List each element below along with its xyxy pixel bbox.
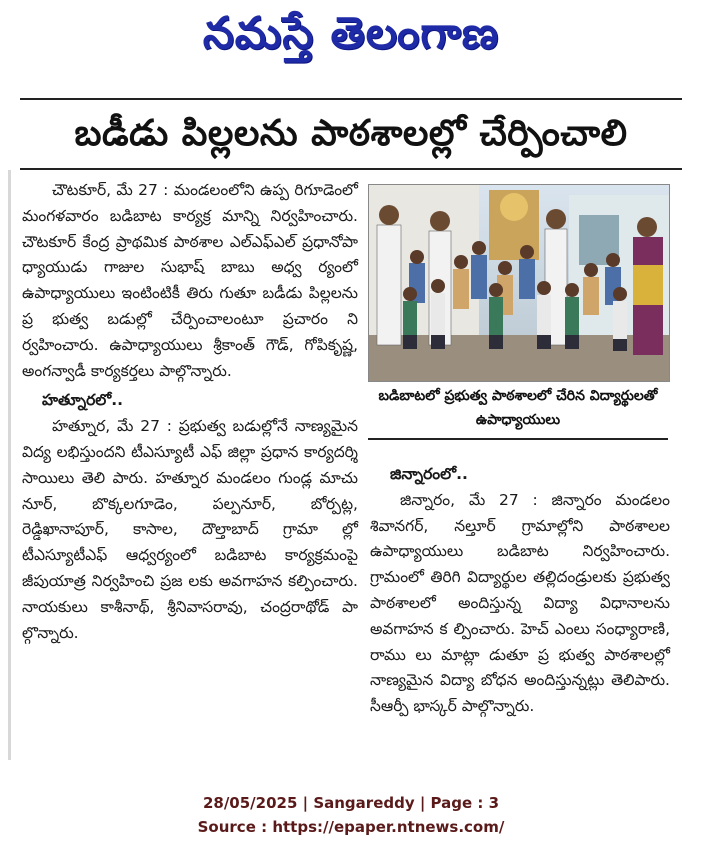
article-paragraph-chotakur: చౌటకూర్, మే 27 : మండలంలోని ఉప్ప రిగూడెంలో మంగళవారం బడిబాట కార్యక్ర మాన్ని నిర్వహించారు. చౌటకూర్ కేంద్ర ప్రాథమిక పాఠశాల ఎల్ఎఫ్ఎల్ ప్రధానోపా ధ్యాయుడు గాజుల సుభాష్ బాబు అధ్వ ర్యంలో ఉపాధ్యాయులు ఇంటింటికీ తిరు గుతూ బడీడు పిల్లలను ప్ర భుత్వ బడుల్లో చేర్పించాలంటూ ప్రచారం ని ర్వహించారు. ఉపాధ్యాయులు శ్రీకాంత్ గౌడ్, గోపికృష్ణ, అంగన్వాడీ కార్యకర్తలు పాల్గొన్నారు. [22, 181, 358, 380]
page-edge-shadow [8, 170, 11, 760]
article-paragraph-jinnaram: జిన్నారం, మే 27 : జిన్నారం మండలం శివానగర్, నల్తూర్ గ్రామాల్లోని పాఠశాలల ఉపాధ్యాయులు బడిబాట నిర్వహించారు. గ్రామంలో తిరిగి విద్యార్థుల తల్లిదండ్రులకు ప్రభుత్వ పాఠశాలలో అందిస్తున్న విద్యా విధానాలను అవగాహన క ల్పించారు. హెచ్ ఎంలు సంధ్యారాణి, రాము లు మాట్లా డుతూ ప్ర భుత్వ పాఠశాలల్లో నాణ్యమైన విద్యా బోధన అందిస్తున్నట్లు తెలిపారు. సీఆర్పీ భాస్కర్ పాల్గొన్నారు. [370, 490, 670, 716]
photo-caption: బడిబాటలో ప్రభుత్వ పాఠశాలలో చేరిన విద్యార్థులతో ఉపాధ్యాయులు [368, 384, 668, 440]
group-photo-illustration [369, 185, 669, 381]
subhead-hathnoora: హత్నూరలో.. [42, 391, 124, 410]
article-right-column [370, 462, 670, 720]
divider-top [20, 98, 682, 100]
subhead-jinnaram: జిన్నారంలో.. [390, 465, 468, 483]
footer-date-edition: 28/05/2025 | Sangareddy | Page : 3 [202, 794, 500, 812]
footer-source: Source : https://epaper.ntnews.com/ [197, 818, 505, 836]
news-photo [368, 184, 670, 382]
newspaper-title: నమస్తే తెలంగాణ [202, 8, 500, 59]
article-paragraph-hathnoora: హత్నూర, మే 27 : ప్రభుత్వ బడుల్లోనే నాణ్యమైన విద్య లభిస్తుందని టీఎస్యూటీ ఎఫ్ జిల్లా ప్రధాన కార్యదర్శి సాయిలు తెలి పారు. హత్నూర మండలం గుండ్ల మాచు నూర్, బొక్కలగూడెం, పల్పనూర్, బోర్పట్ల, రెడ్డిఖానాపూర్, కాసాల, దౌల్తాబాద్ గ్రామా ల్లో టీఎస్యూటీఎఫ్ ఆధ్వర్యంలో బడిబాట కార్యక్రమంపై జీపుయాత్ర నిర్వహించి ప్రజ లకు అవగాహన కల్పించారు. నాయకులు కాశీనాథ్, శ్రీనివాసరావు, చంద్రరాథోడ్ పా ల్గొన్నారు. [22, 417, 358, 642]
article-left-column [22, 178, 358, 646]
divider-headline [20, 168, 682, 170]
masthead [0, 0, 702, 78]
article-headline: బడీడు పిల్లలను పాఠశాలల్లో చేర్పించాలి [74, 113, 628, 154]
